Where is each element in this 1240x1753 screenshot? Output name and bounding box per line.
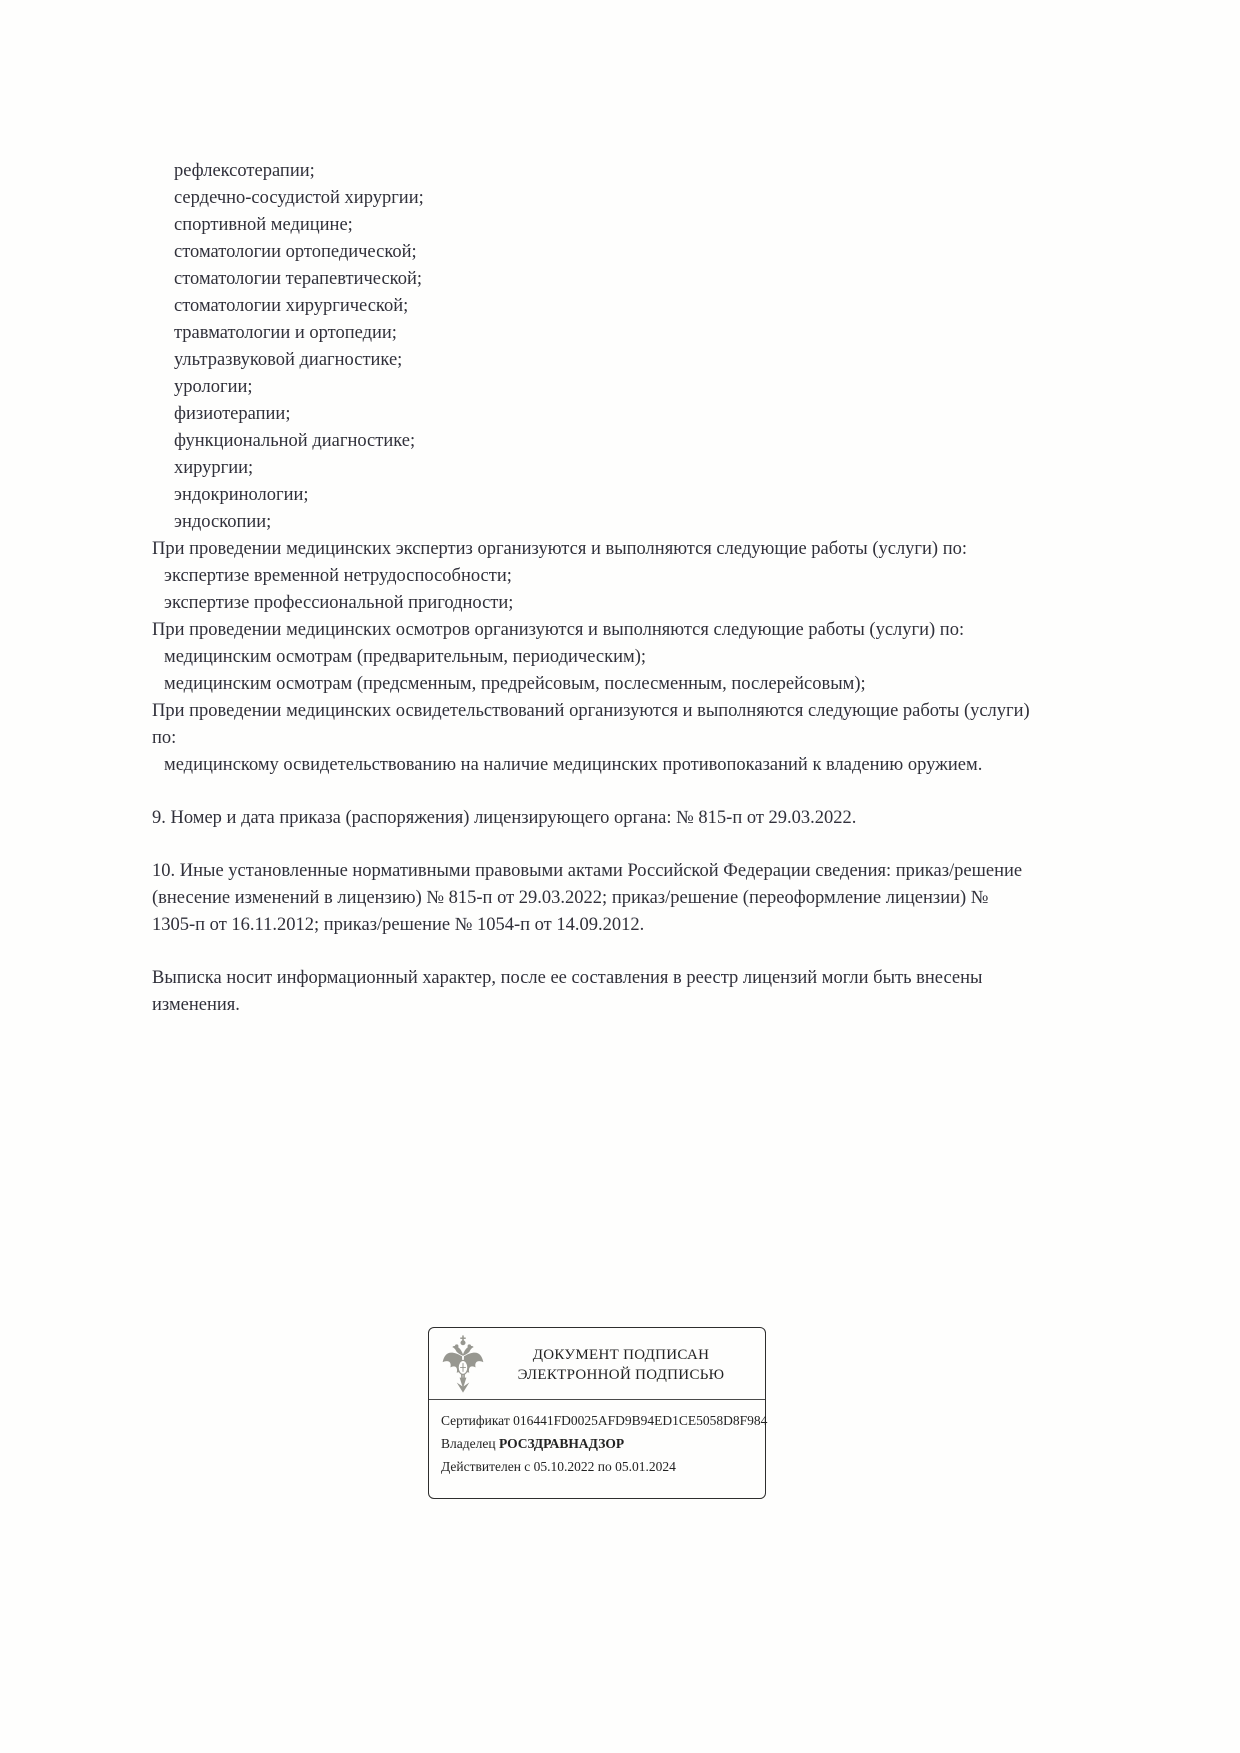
specialty-item: стоматологии терапевтической; <box>174 269 423 289</box>
owner-row <box>441 1432 753 1455</box>
stamp-info <box>429 1400 768 1484</box>
specialty-item: урологии; <box>174 377 253 397</box>
specialty-item: стоматологии ортопедической; <box>174 242 417 262</box>
stamp-title <box>487 1345 755 1385</box>
owner-label: Владелец <box>441 1436 496 1451</box>
examination-item: медицинским осмотрам (предсменным, предрейсовым, послесменным, послерейсовым); <box>164 674 866 694</box>
specialty-item: стоматологии хирургической; <box>174 296 409 316</box>
paragraph-expertise: При проведении медицинских экспертиз организуются и выполняются следующие работы (услуги) по: <box>152 539 967 559</box>
document-body <box>152 158 1032 1019</box>
specialty-item: ультразвуковой диагностике; <box>174 350 403 370</box>
specialty-item: функциональной диагностике; <box>174 431 416 451</box>
specialty-item: травматологии и ортопедии; <box>174 323 397 343</box>
certificate-row <box>441 1409 768 1432</box>
stamp-header <box>429 1328 765 1400</box>
stamp-title-line2: ЭЛЕКТРОННОЙ ПОДПИСЬЮ <box>517 1366 725 1383</box>
expertise-item: экспертизе временной нетрудоспособности; <box>164 566 512 586</box>
examination-item: медицинским осмотрам (предварительным, периодическим); <box>164 647 647 667</box>
disclaimer: Выписка носит информационный характер, после ее составления в реестр лицензий могли быть внесены изменения. <box>152 968 983 1015</box>
paragraph-examinations: При проведении медицинских осмотров организуются и выполняются следующие работы (услуги) по: <box>152 620 965 640</box>
clause-9: 9. Номер и дата приказа (распоряжения) лицензирующего органа: № 815-п от 29.03.2022. <box>152 808 857 828</box>
coat-of-arms-icon <box>439 1333 487 1397</box>
clause-10: 10. Иные установленные нормативными правовыми актами Российской Федерации сведения: приказ/решение (внесение изменений в лицензию) № 815-п от 29.03.2022; приказ/решение (переоформление лицензии) № 1305-п от 16.11.2012; приказ/решение № 1054-п от 14.09.2012. <box>152 861 1023 935</box>
specialty-item: эндокринологии; <box>174 485 309 505</box>
certificate-value: 016441FD0025AFD9B94ED1CE5058D8F984 <box>513 1413 768 1428</box>
stamp-title-line1: ДОКУМЕНТ ПОДПИСАН <box>532 1346 710 1363</box>
specialty-item: физиотерапии; <box>174 404 291 424</box>
specialty-item: спортивной медицине; <box>174 215 353 235</box>
expertise-item: экспертизе профессиональной пригодности; <box>164 593 514 613</box>
paragraph-certifications: При проведении медицинских освидетельствований организуются и выполняются следующие работы (услуги) по: <box>152 701 1030 748</box>
specialty-item: эндоскопии; <box>174 512 272 532</box>
certificate-label: Сертификат <box>441 1413 510 1428</box>
signature-stamp <box>428 1327 766 1499</box>
certification-item: медицинскому освидетельствованию на наличие медицинских противопоказаний к владению оружием. <box>164 755 983 775</box>
specialty-item: сердечно-сосудистой хирургии; <box>174 188 424 208</box>
validity-row: Действителен с 05.10.2022 по 05.01.2024 <box>441 1459 676 1474</box>
specialty-item: хирургии; <box>174 458 254 478</box>
owner-value: РОСЗДРАВНАДЗОР <box>498 1436 625 1451</box>
specialty-item: рефлексотерапии; <box>174 161 315 181</box>
